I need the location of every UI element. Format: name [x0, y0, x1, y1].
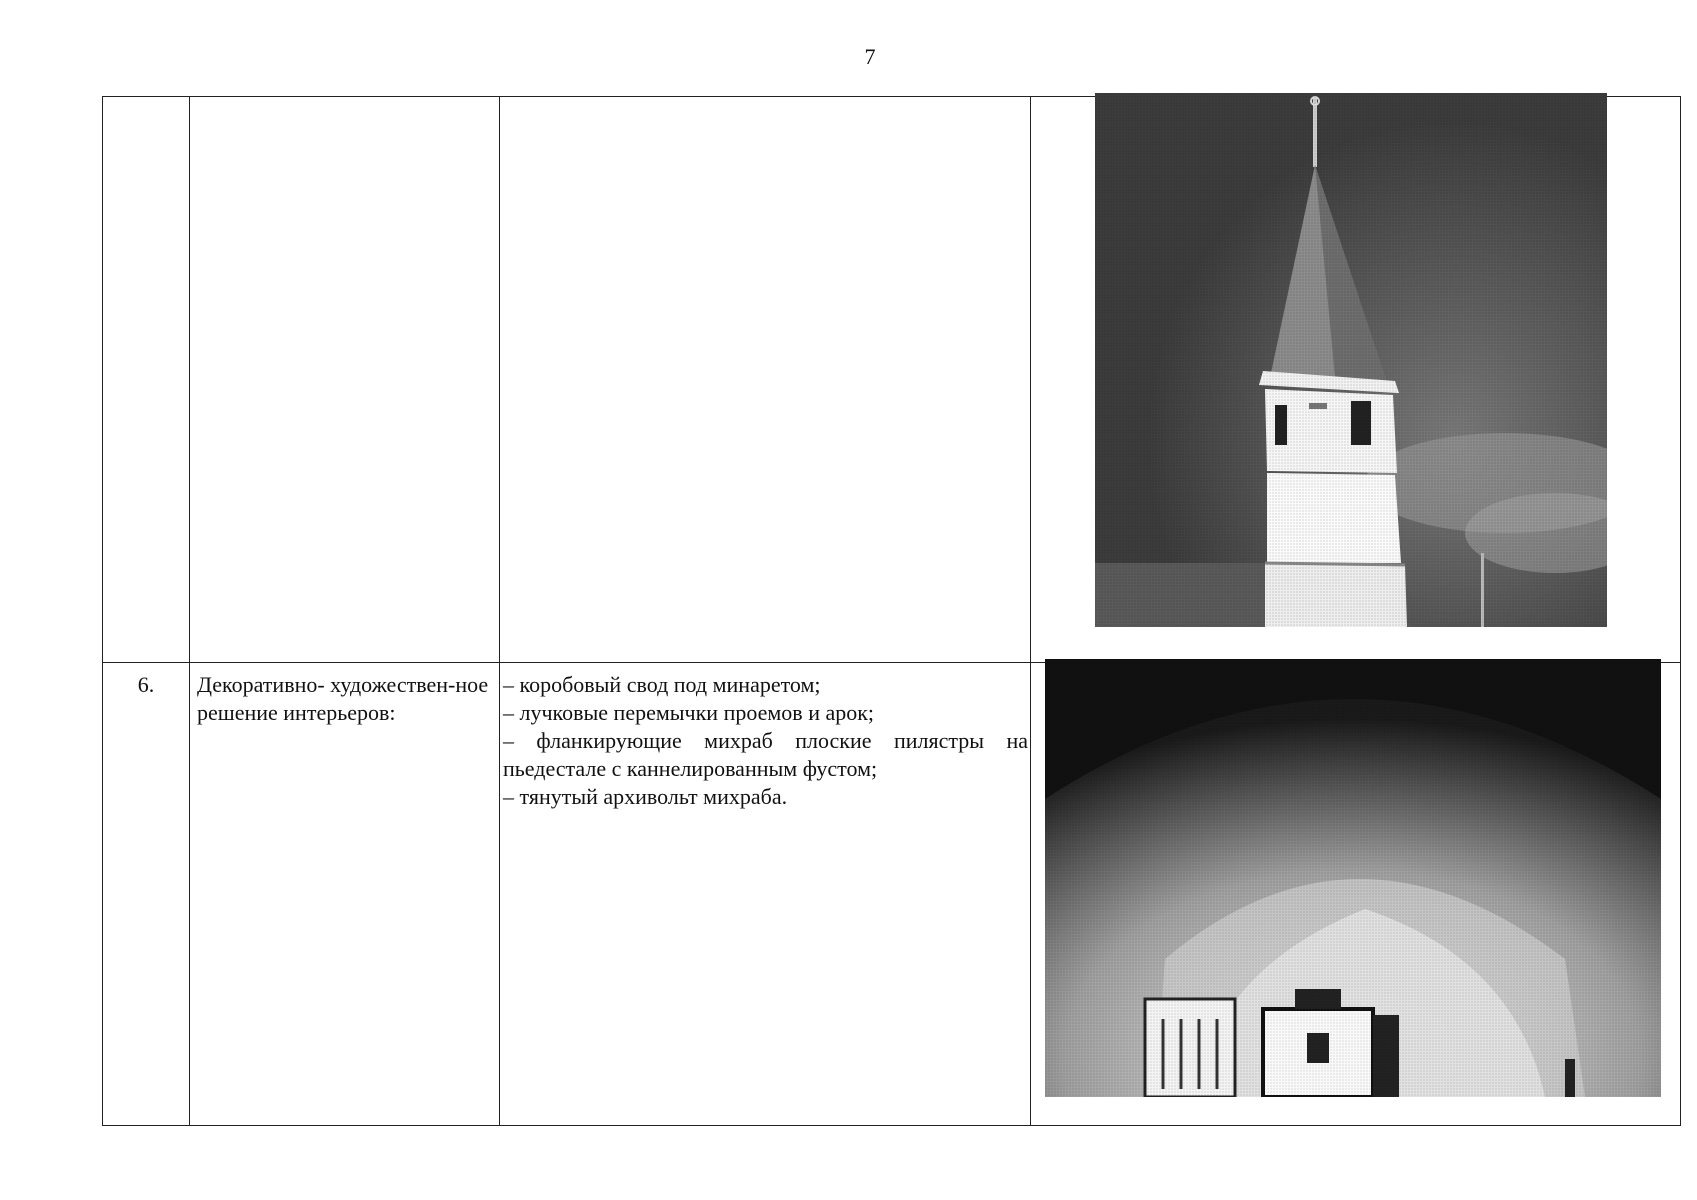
feature-name: Декоративно- художествен-ное решение интерьеров: [197, 672, 489, 725]
table-row [103, 663, 1681, 1126]
interior-vault-photo [1045, 659, 1661, 1097]
list-item: – фланкирующие михраб плоские пилястры на пьедестале с каннелированным фустом; [503, 728, 1028, 781]
feature-description-cell [500, 97, 1031, 663]
feature-description-cell [500, 663, 1031, 1126]
page-number: 7 [864, 44, 876, 69]
feature-name-cell [190, 663, 500, 1126]
photo-cell [1031, 663, 1681, 1126]
feature-list [500, 663, 1030, 811]
feature-name-cell [190, 97, 500, 663]
list-item: – тянутый архивольт михраба. [503, 784, 788, 809]
photo-cell [1031, 97, 1681, 663]
table-row [103, 97, 1681, 663]
row-number-cell [103, 663, 190, 1126]
feature-name [193, 97, 499, 105]
monument-description-table [102, 96, 1681, 1126]
row-number: 6. [137, 672, 155, 697]
row-number [103, 97, 189, 105]
list-item: – коробовый свод под минаретом; [503, 672, 821, 697]
list-item: – лучковые перемычки проемов и арок; [503, 700, 875, 725]
minaret-photo [1095, 93, 1607, 627]
row-number-cell [103, 97, 190, 663]
